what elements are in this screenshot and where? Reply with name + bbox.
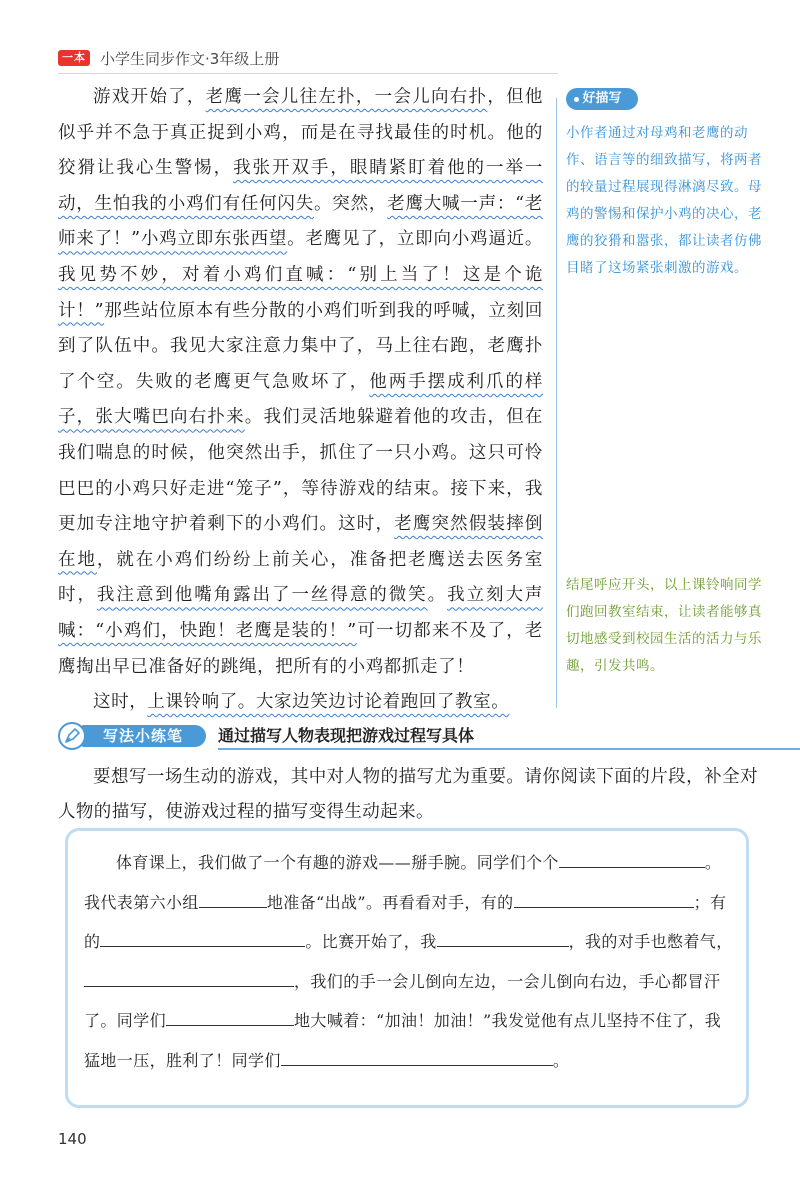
exercise-text-run: 体育课上，我们做了一个有趣的游戏——掰手腕。同学们个个 [116, 853, 559, 872]
note-tag: 好描写 [566, 88, 638, 110]
exercise-text-run: 地准备“出战”。再看看对手，有的 [266, 892, 514, 912]
highlighted-text: 我张开双手，眼睛紧盯着他的一举一动，生怕我的小鸡们有任何闪失 [58, 158, 543, 214]
text-run: 这时， [93, 692, 148, 713]
practice-instructions [58, 760, 758, 830]
fill-blank-1[interactable] [559, 849, 705, 868]
practice-divider [218, 748, 800, 750]
article-body [58, 80, 543, 721]
header-divider [58, 73, 558, 74]
pen-icon [58, 722, 86, 750]
text-run: 。突然， [314, 193, 388, 214]
margin-note-line [556, 98, 557, 708]
text-run: 。老鹰见了，立即向小鸡逼近。 [287, 229, 543, 250]
fill-blank-3[interactable] [514, 889, 694, 908]
instructions-text: 要想写一场生动的游戏，其中对人物的描写尤为重要。请你阅读下面的片段，补全对人物的描写，使游戏过程的描写变得生动起来。 [58, 767, 758, 822]
practice-label: 写法小练笔 [80, 725, 206, 747]
fill-blank-4[interactable] [100, 928, 305, 947]
text-run: ，但他似乎并不急于真正捉到小鸡，而是在寻找最佳的时机。他的狡猾让我心生警惕， [58, 87, 543, 179]
fill-blank-8[interactable] [281, 1047, 553, 1066]
text-run: ，就在小鸡们纷纷上前关心，准备把老鹰送去医务室时， [58, 549, 543, 606]
practice-section-header [58, 722, 758, 750]
exercise-text-run: ，我的对手也憋着气， [568, 932, 733, 951]
highlighted-text: 上课铃响了。大家边笑边讨论着跑回了教室。 [147, 692, 510, 713]
brand-logo: 一本 [58, 50, 90, 66]
exercise-box [65, 828, 749, 1108]
practice-title: 通过描写人物表现把游戏过程写具体 [218, 726, 475, 745]
book-title: 小学生同步作文·3年级上册 [100, 50, 280, 68]
exercise-paragraph [84, 843, 734, 1080]
page-header [58, 48, 758, 70]
page-number: 140 [58, 1130, 87, 1148]
text-run: 可一切都来不及了，老鹰掏出早已准备好的跳绳，把所有的小鸡都抓走了！ [58, 620, 543, 677]
exercise-text-run: 。 [552, 1050, 570, 1070]
fill-blank-7[interactable] [166, 1007, 294, 1026]
text-run: 。 [427, 585, 448, 606]
highlighted-text: 老鹰突然假装摔倒在地 [58, 514, 543, 570]
highlighted-text: 我见势不妙，对着小鸡们直喊：“别上当了！这是个诡计！” [58, 264, 543, 321]
fill-blank-6[interactable] [84, 968, 294, 987]
exercise-text-run: 。比赛开始了，我 [305, 932, 437, 951]
article-paragraph-2 [58, 685, 543, 721]
highlighted-text: 他两手摆成利爪的样子，张大嘴巴向右扑来 [58, 371, 543, 428]
text-run: 那些站位原本有些分散的小鸡们听到我的呼喊，立刻回到了队伍中。我见大家注意力集中了，马上往右跑，老鹰扑了个空。失败的老鹰更气急败坏了， [58, 300, 543, 392]
exercise-text-run: ，我们的手一会儿倒向左边，一会儿倒向右边，手心都冒汗了。同学们 [84, 971, 721, 1030]
exercise-text-run: 。我代表第六小组 [84, 853, 722, 912]
margin-note-description: 小作者通过对母鸡和老鹰的动作、语言等的细致描写，将两者的较量过程展现得淋漓尽致。母鸡的警惕和保护小鸡的决心，老鹰的狡猾和嚣张，都让读者仿佛目睹了这场紧张刺激的游戏。 [566, 125, 762, 276]
exercise-text-run: 地大喊着：“加油！加油！”我发觉他有点儿坚持不住了，我猛地一压，胜利了！同学们 [84, 1011, 722, 1070]
highlighted-text: 老鹰大喊一声：“老师来了！”小鸡立即东张西望 [58, 193, 543, 250]
margin-note-ending: 结尾呼应开头，以上课铃响同学们跑回教室结束，让读者能够真切地感受到校园生活的活力与乐趣，引发共鸣。 [566, 577, 762, 674]
fill-blank-2[interactable] [199, 889, 267, 908]
text-run: 。我们灵活地躲避着他的攻击，但在我们喘息的时候，他突然出手，抓住了一只小鸡。这只可怜巴巴的小鸡只好走进“笼子”，等待游戏的结束。接下来，我更加专注地守护着剩下的小鸡们。这时， [58, 407, 543, 535]
text-run: 游戏开始了， [93, 87, 206, 107]
highlighted-text: 我注意到他嘴角露出了一丝得意的微笑 [96, 585, 428, 606]
fill-blank-5[interactable] [437, 928, 569, 947]
highlighted-text: 老鹰一会儿往左扑，一会儿向右扑 [205, 87, 488, 107]
article-paragraph-1 [58, 80, 543, 685]
highlighted-text: 我立刻大声喊：“小鸡们，快跑！老鹰是装的！” [58, 585, 544, 641]
exercise-text [84, 843, 734, 1080]
exercise-text-run: ；有的 [84, 892, 727, 951]
